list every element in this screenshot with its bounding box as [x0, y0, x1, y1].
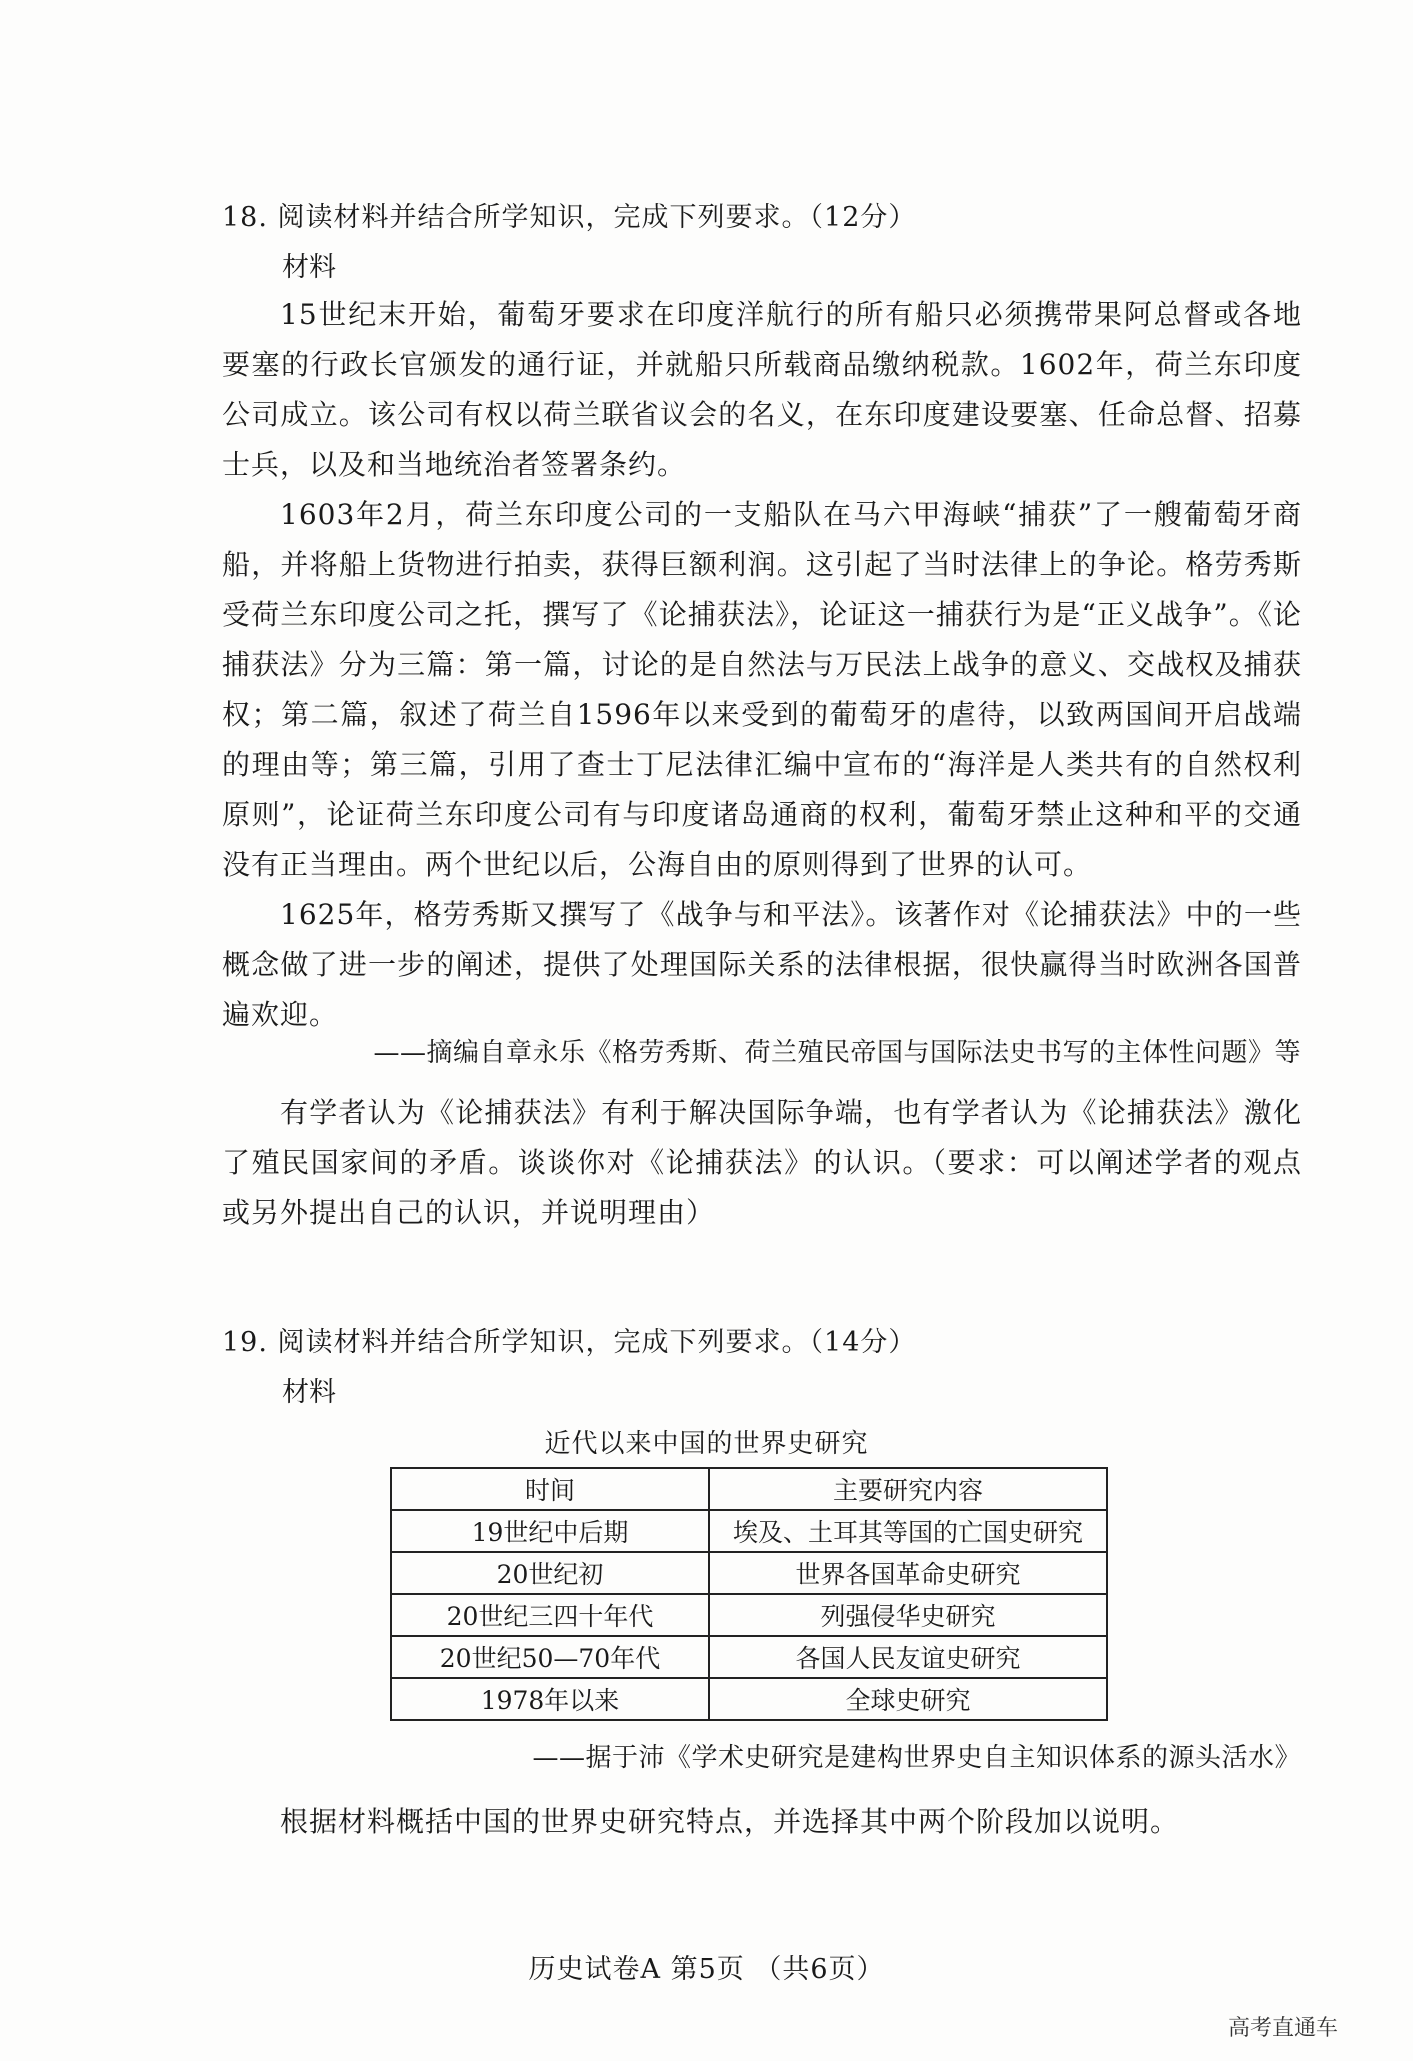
- table-cell-period: 20世纪三四十年代: [391, 1594, 709, 1636]
- question-19-heading: 19. 阅读材料并结合所学知识，完成下列要求。（14分）: [222, 1327, 917, 1358]
- table-cell-period: 1978年以来: [391, 1678, 709, 1720]
- table-header-cell: 时间: [391, 1468, 709, 1510]
- table-cell-period: 20世纪50—70年代: [391, 1636, 709, 1678]
- material-paragraph: 1625年，格劳秀斯又撰写了《战争与和平法》。该著作对《论捕获法》中的一些概念做了进一步的阐述，提供了处理国际关系的法律根据，很快赢得当时欧洲各国普遍欢迎。: [222, 898, 1302, 1031]
- material-label: 材料: [282, 252, 336, 283]
- table-row: [391, 1636, 1107, 1678]
- table-header-row: [391, 1468, 1107, 1510]
- question-18-prompt: 有学者认为《论捕获法》有利于解决国际争端，也有学者认为《论捕获法》激化了殖民国家间的矛盾。谈谈你对《论捕获法》的认识。（要求：可以阐述学者的观点或另外提出自己的认识，并说明理由）: [222, 1096, 1302, 1229]
- table-cell-period: 19世纪中后期: [391, 1510, 709, 1552]
- page-footer: 历史试卷A 第5页 （共6页）: [528, 1954, 885, 1985]
- table-row: [391, 1594, 1107, 1636]
- question-19-prompt: 根据材料概括中国的世界史研究特点，并选择其中两个阶段加以说明。: [280, 1805, 1180, 1838]
- table-title: 近代以来中国的世界史研究: [544, 1429, 869, 1459]
- question-18-heading: 18. 阅读材料并结合所学知识，完成下列要求。（12分）: [222, 202, 917, 233]
- table-cell-content: 列强侵华史研究: [709, 1594, 1107, 1636]
- table-cell-content: 全球史研究: [709, 1678, 1107, 1720]
- table-cell-period: 20世纪初: [391, 1552, 709, 1594]
- table-cell-content: 世界各国革命史研究: [709, 1552, 1107, 1594]
- table-row: [391, 1552, 1107, 1594]
- material-label: 材料: [282, 1377, 336, 1408]
- table-cell-content: 埃及、土耳其等国的亡国史研究: [709, 1510, 1107, 1552]
- material-paragraph: 1603年2月，荷兰东印度公司的一支船队在马六甲海峡“捕获”了一艘葡萄牙商船，并将船上货物进行拍卖，获得巨额利润。这引起了当时法律上的争论。格劳秀斯受荷兰东印度公司之托，撰写了《论捕获法》，论证这一捕获行为是“正义战争”。《论捕获法》分为三篇：第一篇，讨论的是自然法与万民法上战争的意义、交战权及捕获权；第二篇，叙述了荷兰自1596年以来受到的葡萄牙的虐待，以致两国间开启战端的理由等；第三篇，引用了查士丁尼法律汇编中宣布的“海洋是人类共有的自然权利原则”，论证荷兰东印度公司有与印度诸岛通商的权利，葡萄牙禁止这种和平的交通没有正当理由。两个世纪以后，公海自由的原则得到了世界的认可。: [222, 498, 1302, 881]
- table-row: [391, 1510, 1107, 1552]
- table-cell-content: 各国人民友谊史研究: [709, 1636, 1107, 1678]
- watermark: 高考直通车: [1227, 2016, 1338, 2041]
- table-row: [391, 1678, 1107, 1720]
- table-source: ——据于沛《学术史研究是建构世界史自主知识体系的源头活水》: [532, 1743, 1301, 1773]
- table-header-cell: 主要研究内容: [709, 1468, 1107, 1510]
- world-history-research-table: [390, 1467, 1108, 1721]
- material-paragraph: 15世纪末开始，葡萄牙要求在印度洋航行的所有船只必须携带果阿总督或各地要塞的行政长官颁发的通行证，并就船只所载商品缴纳税款。1602年，荷兰东印度公司成立。该公司有权以荷兰联省议会的名义，在东印度建设要塞、任命总督、招募士兵，以及和当地统治者签署条约。: [222, 298, 1302, 481]
- material-source: ——摘编自章永乐《格劳秀斯、荷兰殖民帝国与国际法史书写的主体性问题》等: [373, 1038, 1301, 1068]
